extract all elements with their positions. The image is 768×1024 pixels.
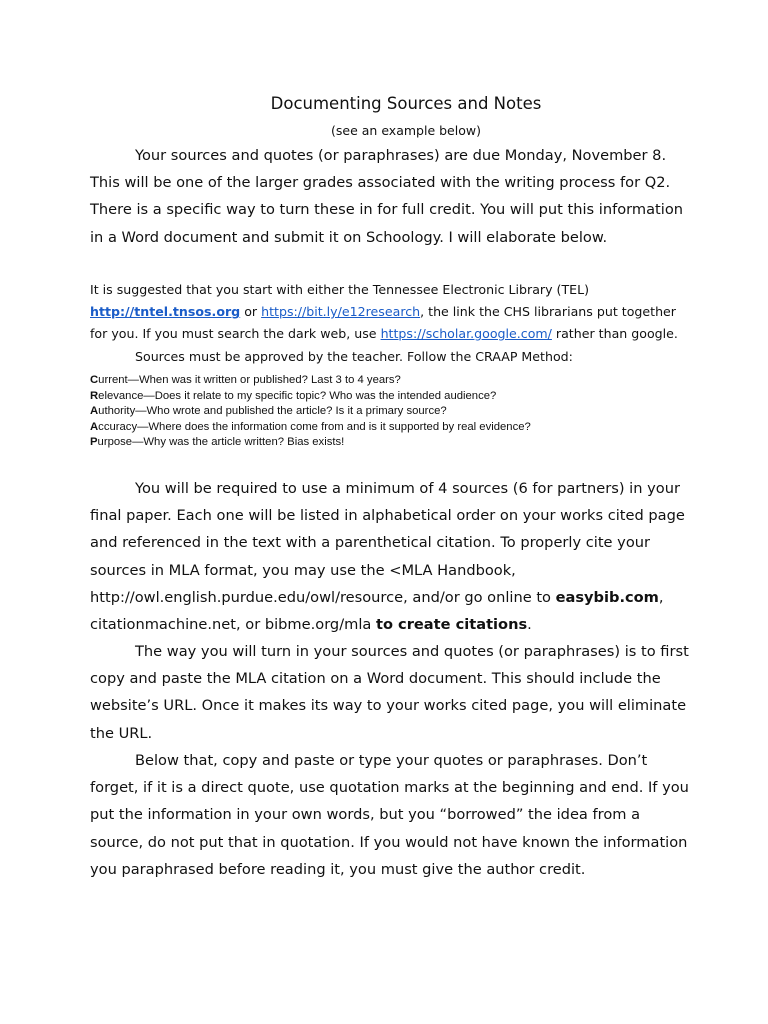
easybib-bold: easybib.com: [555, 588, 659, 606]
paragraph-approval: Sources must be approved by the teacher. Follow the CRAAP Method:: [135, 349, 573, 364]
library-text-after: rather than google.: [551, 326, 678, 341]
e12research-link[interactable]: https://bit.ly/e12research: [261, 304, 421, 319]
paragraph-due-date: Your sources and quotes (or paraphrases) are due Monday, November 8. This will be one of the larger grades associated with the writing process for Q2. There is a specific way to turn these in for full credit. You will put this information in a Word document and submit it on Schoology. I will elaborate below.: [90, 147, 683, 246]
paragraph-library-suggestion: [90, 279, 690, 345]
library-text-before: It is suggested that you start with either the Tennessee Electronic Library (TEL): [90, 282, 590, 297]
paragraph-turn-in-method: The way you will turn in your sources and quotes (or paraphrases) is to first copy and paste the MLA citation on a Word document. This should include the website’s URL. Once it makes its way to your works cited page, you will eliminate the URL.: [90, 643, 689, 742]
tel-link[interactable]: http://tntel.tnsos.org: [90, 304, 241, 319]
craap-item-purpose: Purpose—Why was the article written? Bias exists!: [90, 436, 345, 449]
craap-item-current: Current—When was it written or published? Last 3 to 4 years?: [90, 374, 401, 386]
library-text-middle: , the link the CHS librarians put together for you. If you must search the dark web, use: [90, 304, 676, 341]
craap-item-accuracy: Accuracy—Where does the information come from and is it supported by real evidence?: [90, 420, 531, 433]
craap-item-relevance: Relevance—Does it relate to my specific topic? Who was the intended audience?: [90, 389, 497, 402]
craap-item-authority: Authority—Who wrote and published the article? Is it a primary source?: [90, 405, 447, 418]
create-citations-bold: to create citations: [375, 616, 528, 634]
page-subtitle: (see an example below): [331, 123, 481, 138]
paragraph-source-requirements: You will be required to use a minimum of 4 sources (6 for partners) in your final paper. Each one will be listed in alphabetical order on your works cited page and referenced in the text with a parenthetical citation. To properly cite your sources in MLA format, you may use the <MLA Handbook, http://owl.english.purdue.edu/owl/resource, and/or go online to easybib.com, citationmachine.net, or bibme.org/mla to create citations.: [90, 480, 685, 634]
google-scholar-link[interactable]: https://scholar.google.com/: [380, 326, 552, 341]
library-text-or: or: [240, 304, 262, 319]
craap-method-list: [90, 373, 650, 451]
paragraph-quotes-paraphrases: Below that, copy and paste or type your quotes or paraphrases. Don’t forget, if it is a direct quote, use quotation marks at the beginning and end. If you put the information in your own words, but you “borrowed” the idea from a source, do not put that in quotation. If you would not have known the information you paraphrased before reading it, you must give the author credit.: [90, 752, 689, 878]
page-title: Documenting Sources and Notes: [270, 94, 542, 113]
